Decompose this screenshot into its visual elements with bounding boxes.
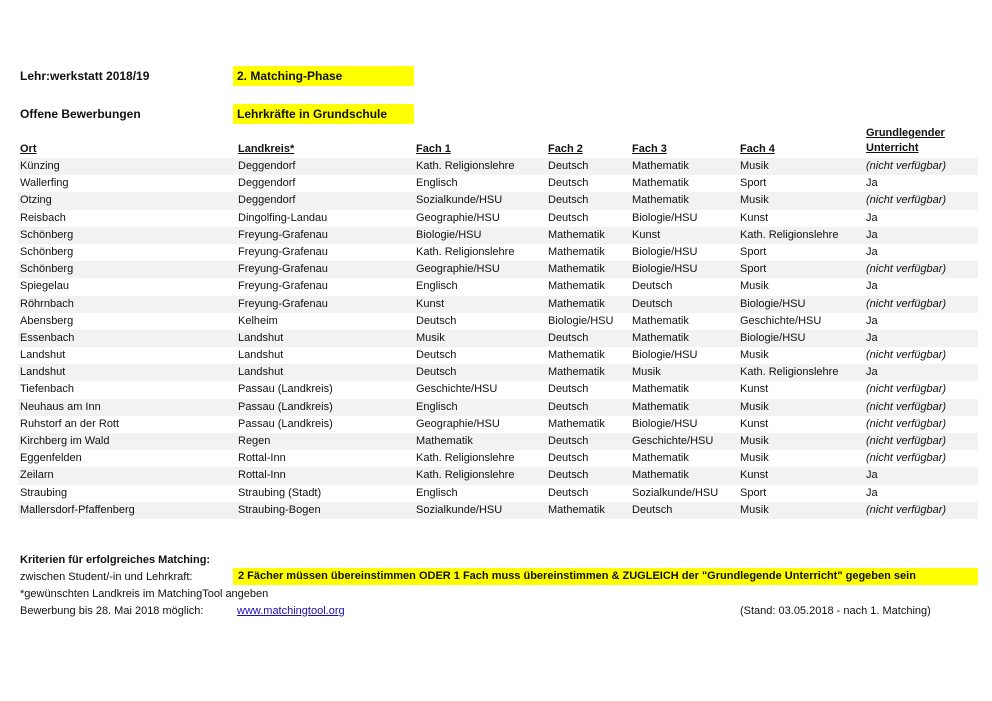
cell-fach4: Biologie/HSU [740,331,806,344]
cell-ort: Künzing [20,160,60,172]
cell-grundlegender-unterricht: (nicht verfügbar) [866,417,947,430]
cell-fach3: Mathematik [632,469,689,482]
cell-fach1: Kath. Religionslehre [416,469,515,482]
cell-grundlegender-unterricht: Ja [866,314,878,327]
cell-fach3: Biologie/HSU [632,417,698,430]
cell-fach4: Sport [740,245,767,258]
matchingtool-link[interactable]: www.matchingtool.org [237,605,345,617]
cell-ort: Kirchberg im Wald [20,435,110,447]
table-row [18,433,978,450]
cell-landkreis: Passau (Landkreis) [238,400,333,413]
vacancy-table [18,158,978,519]
cell-ort: Otzing [20,194,52,207]
cell-fach1: Kunst [416,297,445,310]
status-date: (Stand: 03.05.2018 - nach 1. Matching) [740,605,931,617]
cell-landkreis: Passau (Landkreis) [238,417,333,430]
phase-label: 2. Matching-Phase [233,66,414,86]
cell-ort: Schönberg [20,245,74,258]
cell-ort: Essenbach [20,331,75,344]
cell-fach3: Kunst [632,228,661,241]
table-row [18,416,978,433]
cell-fach2: Mathematik [548,417,605,430]
cell-grundlegender-unterricht: (nicht verfügbar) [866,435,947,447]
cell-landkreis: Freyung-Grafenau [238,228,328,241]
table-row [18,347,978,364]
criteria-title: Kriterien für erfolgreiches Matching: [20,554,211,566]
cell-fach2: Mathematik [548,280,605,293]
cell-fach3: Mathematik [632,400,689,413]
cell-fach3: Mathematik [632,160,689,172]
cell-grundlegender-unterricht: (nicht verfügbar) [866,452,947,465]
cell-fach3: Biologie/HSU [632,349,698,362]
cell-ort: Röhrnbach [20,297,74,310]
cell-landkreis: Straubing (Stadt) [238,486,322,499]
cell-fach3: Biologie/HSU [632,263,698,276]
cell-grundlegender-unterricht: Ja [866,211,878,224]
cell-fach1: Kath. Religionslehre [416,160,515,172]
cell-landkreis: Deggendorf [238,160,296,172]
table-row [18,261,978,278]
cell-fach1: Sozialkunde/HSU [416,194,503,207]
cell-landkreis: Rottal-Inn [238,452,286,465]
cell-fach4: Kunst [740,469,769,482]
table-row [18,227,978,244]
col-header-landkreis: Landkreis* [238,143,295,155]
cell-fach3: Mathematik [632,314,689,327]
cell-fach2: Biologie/HSU [548,314,614,327]
cell-fach1: Kath. Religionslehre [416,452,515,465]
cell-fach1: Geographie/HSU [416,263,500,276]
table-row [18,399,978,416]
table-row [18,330,978,347]
cell-ort: Spiegelau [20,280,69,293]
criteria-label: zwischen Student/-in und Lehrkraft: [20,571,193,583]
cell-fach3: Mathematik [632,331,689,344]
cell-ort: Schönberg [20,228,74,241]
cell-fach3: Musik [632,366,661,379]
cell-fach3: Geschichte/HSU [632,435,714,447]
col-header-fach2: Fach 2 [548,143,583,155]
cell-fach2: Deutsch [548,435,589,447]
table-row [18,364,978,381]
cell-fach3: Sozialkunde/HSU [632,486,719,499]
col-header-ort: Ort [20,143,37,155]
cell-grundlegender-unterricht: (nicht verfügbar) [866,160,947,172]
cell-fach4: Kunst [740,417,769,430]
cell-grundlegender-unterricht: Ja [866,245,878,258]
apply-deadline: Bewerbung bis 28. Mai 2018 möglich: [20,605,204,617]
cell-landkreis: Deggendorf [238,177,296,190]
cell-fach2: Deutsch [548,486,589,499]
cell-fach2: Deutsch [548,469,589,482]
landkreis-note: *gewünschten Landkreis im MatchingTool angeben [20,588,269,600]
cell-fach4: Kath. Religionslehre [740,228,839,241]
cell-fach1: Deutsch [416,314,457,327]
cell-landkreis: Landshut [238,331,284,344]
cell-landkreis: Freyung-Grafenau [238,280,328,293]
table-row [18,244,978,261]
cell-fach1: Englisch [416,486,458,499]
cell-landkreis: Landshut [238,349,284,362]
cell-fach4: Musik [740,160,769,172]
cell-landkreis: Dingolfing-Landau [238,211,328,224]
cell-fach2: Mathematik [548,228,605,241]
cell-grundlegender-unterricht: (nicht verfügbar) [866,400,947,413]
table-row [18,313,978,330]
cell-landkreis: Passau (Landkreis) [238,383,333,396]
col-header-fach4: Fach 4 [740,143,775,155]
cell-grundlegender-unterricht: Ja [866,469,878,482]
cell-fach3: Deutsch [632,297,673,310]
cell-landkreis: Freyung-Grafenau [238,245,328,258]
cell-fach4: Musik [740,280,769,293]
cell-ort: Tiefenbach [20,383,75,396]
cell-fach4: Kath. Religionslehre [740,366,839,379]
cell-grundlegender-unterricht: Ja [866,177,878,190]
cell-fach2: Deutsch [548,452,589,465]
cell-landkreis: Regen [238,435,271,447]
cell-grundlegender-unterricht: (nicht verfügbar) [866,503,947,516]
cell-fach1: Kath. Religionslehre [416,245,515,258]
cell-fach3: Mathematik [632,383,689,396]
cell-fach1: Biologie/HSU [416,228,482,241]
cell-fach2: Mathematik [548,503,605,516]
cell-grundlegender-unterricht: Ja [866,486,878,499]
cell-landkreis: Freyung-Grafenau [238,297,328,310]
cell-ort: Reisbach [20,211,66,224]
cell-landkreis: Landshut [238,366,284,379]
cell-fach3: Biologie/HSU [632,245,698,258]
cell-fach3: Biologie/HSU [632,211,698,224]
cell-fach1: Musik [416,331,445,344]
cell-ort: Neuhaus am Inn [20,400,101,413]
col-header-fach1: Fach 1 [416,143,451,155]
cell-fach2: Deutsch [548,211,589,224]
cell-fach4: Kunst [740,211,769,224]
section-title: Offene Bewerbungen [20,107,141,121]
col-header-gu-line2: Unterricht [866,142,919,154]
table-row [18,485,978,502]
cell-fach2: Deutsch [548,177,589,190]
cell-landkreis: Kelheim [238,314,278,327]
cell-fach2: Mathematik [548,366,605,379]
cell-fach2: Mathematik [548,245,605,258]
cell-landkreis: Straubing-Bogen [238,503,321,516]
cell-grundlegender-unterricht: Ja [866,366,878,379]
table-row [18,278,978,295]
criteria-text: 2 Fächer müssen übereinstimmen ODER 1 Fach muss übereinstimmen & ZUGLEICH der "Grundlegende Unterricht" gegeben sein [233,568,978,585]
cell-landkreis: Rottal-Inn [238,469,286,482]
cell-fach4: Biologie/HSU [740,297,806,310]
cell-fach2: Deutsch [548,400,589,413]
cell-fach2: Mathematik [548,263,605,276]
cell-fach1: Englisch [416,400,458,413]
cell-fach2: Deutsch [548,331,589,344]
cell-ort: Zeilarn [20,469,54,482]
cell-fach4: Geschichte/HSU [740,314,822,327]
cell-fach1: Englisch [416,280,458,293]
cell-fach4: Sport [740,177,767,190]
cell-ort: Abensberg [20,314,74,327]
cell-fach1: Geschichte/HSU [416,383,498,396]
cell-fach1: Deutsch [416,349,457,362]
cell-ort: Landshut [20,366,66,379]
cell-fach4: Musik [740,400,769,413]
col-header-fach3: Fach 3 [632,143,667,155]
table-row [18,192,978,209]
cell-landkreis: Deggendorf [238,194,296,207]
cell-fach4: Kunst [740,383,769,396]
cell-grundlegender-unterricht: (nicht verfügbar) [866,383,947,396]
cell-fach3: Deutsch [632,280,673,293]
cell-fach3: Deutsch [632,503,673,516]
cell-fach4: Musik [740,435,769,447]
cell-grundlegender-unterricht: Ja [866,331,878,344]
cell-grundlegender-unterricht: (nicht verfügbar) [866,349,947,362]
cell-fach1: Englisch [416,177,458,190]
col-header-gu-line1: Grundlegender [866,127,945,139]
table-row [18,210,978,227]
cell-fach4: Musik [740,349,769,362]
cell-grundlegender-unterricht: (nicht verfügbar) [866,194,947,207]
cell-fach2: Deutsch [548,383,589,396]
table-row [18,502,978,519]
cell-fach3: Mathematik [632,452,689,465]
table-row [18,381,978,398]
cell-ort: Landshut [20,349,66,362]
cell-grundlegender-unterricht: (nicht verfügbar) [866,263,947,276]
page-title: Lehr:werkstatt 2018/19 [20,69,150,83]
cell-ort: Straubing [20,486,68,499]
cell-fach2: Deutsch [548,194,589,207]
cell-fach1: Sozialkunde/HSU [416,503,503,516]
cell-fach2: Mathematik [548,297,605,310]
school-type-label: Lehrkräfte in Grundschule [233,104,414,124]
cell-fach2: Mathematik [548,349,605,362]
cell-ort: Wallerfing [20,177,69,190]
cell-ort: Ruhstorf an der Rott [20,417,120,430]
cell-fach1: Geographie/HSU [416,211,500,224]
table-row [18,175,978,192]
cell-fach2: Deutsch [548,160,589,172]
cell-grundlegender-unterricht: Ja [866,228,878,241]
cell-fach1: Deutsch [416,366,457,379]
cell-fach4: Sport [740,486,767,499]
cell-fach3: Mathematik [632,194,689,207]
cell-landkreis: Freyung-Grafenau [238,263,328,276]
table-row [18,158,978,175]
cell-fach4: Sport [740,263,767,276]
cell-fach4: Musik [740,452,769,465]
cell-fach1: Geographie/HSU [416,417,500,430]
cell-grundlegender-unterricht: (nicht verfügbar) [866,297,947,310]
cell-fach1: Mathematik [416,435,473,447]
cell-fach4: Musik [740,503,769,516]
table-row [18,467,978,484]
table-row [18,296,978,313]
table-row [18,450,978,467]
cell-grundlegender-unterricht: Ja [866,280,878,293]
cell-ort: Schönberg [20,263,74,276]
cell-ort: Mallersdorf-Pfaffenberg [20,503,135,516]
cell-fach3: Mathematik [632,177,689,190]
cell-ort: Eggenfelden [20,452,82,465]
cell-fach4: Musik [740,194,769,207]
